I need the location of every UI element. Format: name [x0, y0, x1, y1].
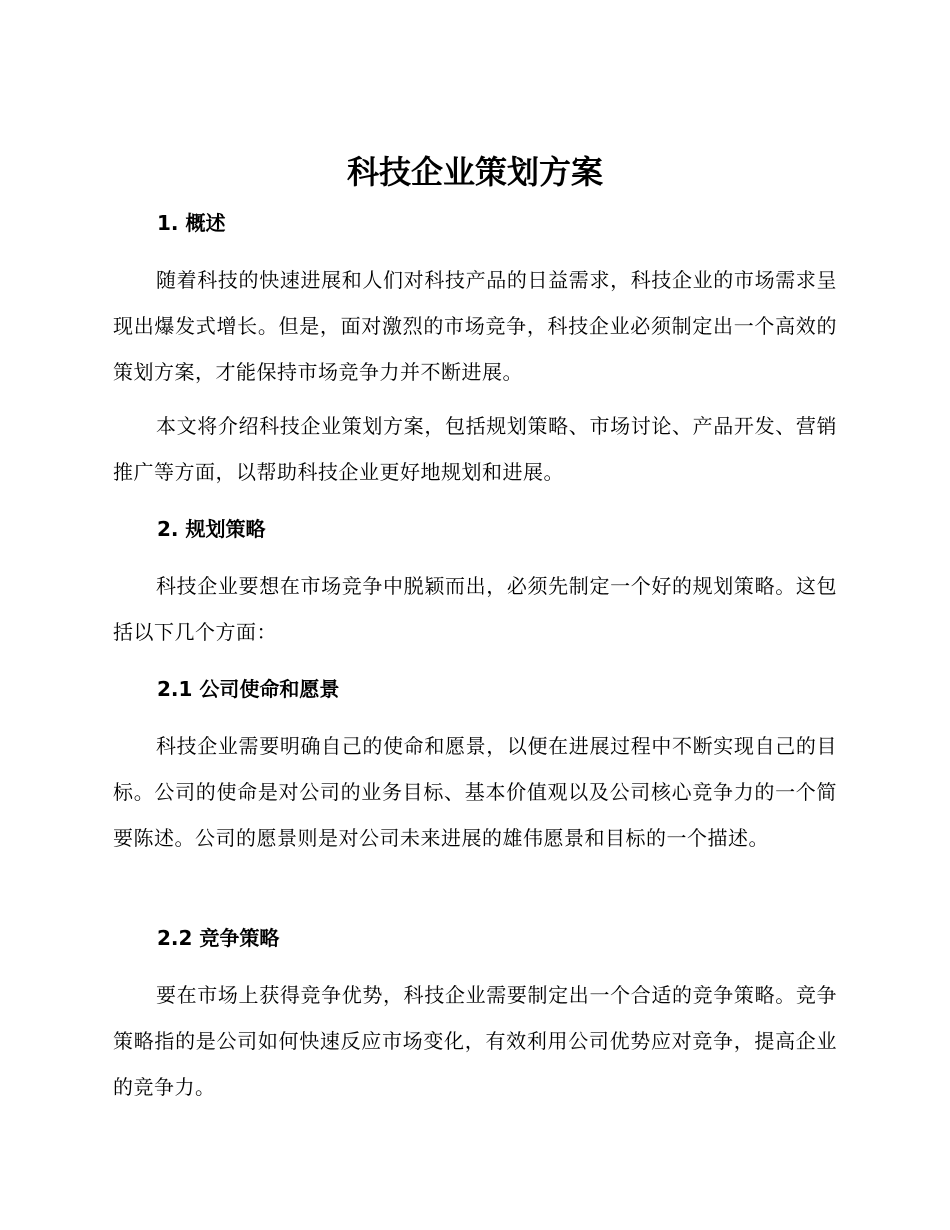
paragraph-competitive-strategy: 要在市场上获得竞争优势，科技企业需要制定出一个合适的竞争策略。竞争策略指的是公司如何快速反应市场变化，有效利用公司优势应对竞争，提高企业的竞争力。 [113, 983, 837, 1099]
document-title: 科技企业策划方案 [346, 153, 603, 191]
section-heading-overview: 1. 概述 [157, 211, 226, 235]
section-heading-competitive-strategy: 2.2 竞争策略 [157, 926, 280, 950]
section-heading-planning-strategy: 2. 规划策略 [157, 517, 266, 541]
paragraph-overview-2: 本文将介绍科技企业策划方案，包括规划策略、市场讨论、产品开发、营销推广等方面，以帮助科技企业更好地规划和进展。 [113, 414, 837, 484]
section-heading-mission-vision: 2.1 公司使命和愿景 [157, 677, 340, 701]
paragraph-planning-strategy: 科技企业要想在市场竞争中脱颖而出，必须先制定一个好的规划策略。这包括以下几个方面： [113, 574, 837, 644]
paragraph-overview-1: 随着科技的快速进展和人们对科技产品的日益需求，科技企业的市场需求呈现出爆发式增长。但是，面对激烈的市场竞争，科技企业必须制定出一个高效的策划方案，才能保持市场竞争力并不断进展。 [113, 268, 837, 384]
paragraph-mission-vision: 科技企业需要明确自己的使命和愿景，以便在进展过程中不断实现自己的目标。公司的使命是对公司的业务目标、基本价值观以及公司核心竞争力的一个简要陈述。公司的愿景则是对公司未来进展的雄伟愿景和目标的一个描述。 [113, 734, 837, 850]
